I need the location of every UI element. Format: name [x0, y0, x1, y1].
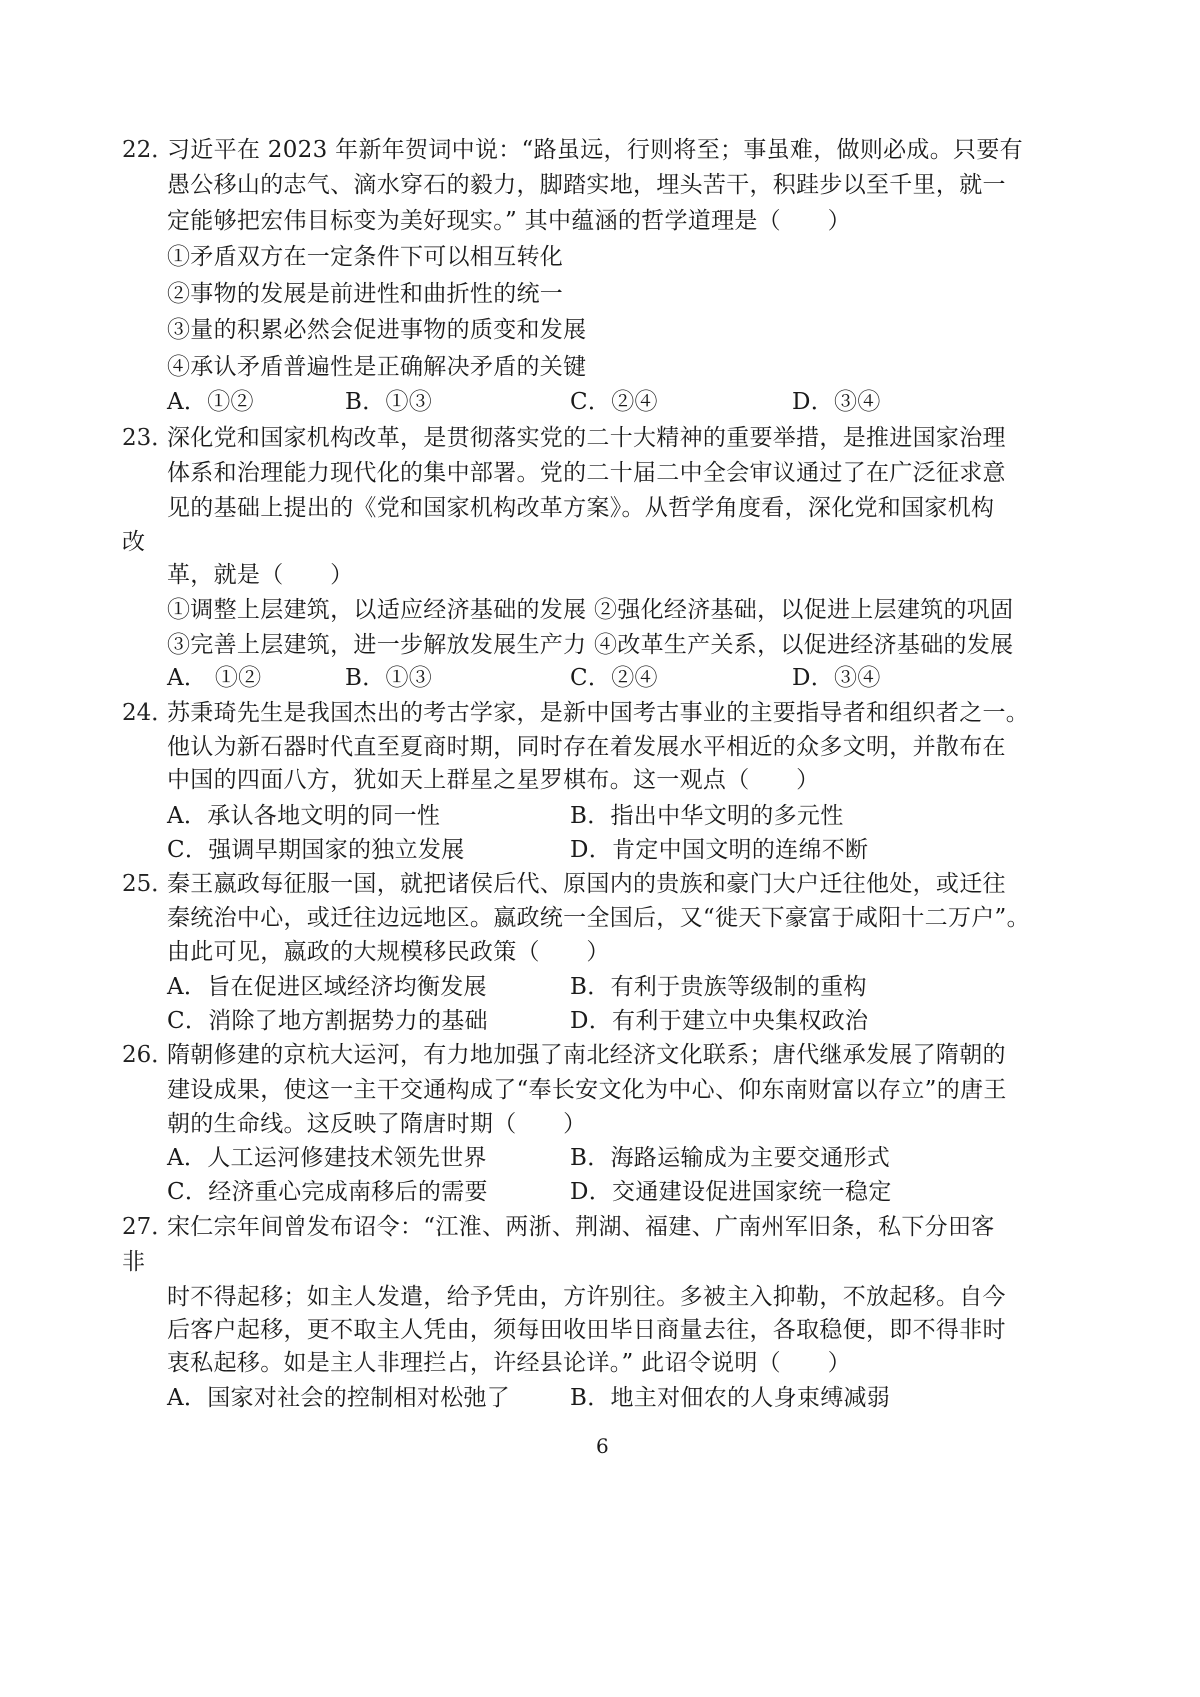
question-text: 后客户起移，更不取主人凭由，须每田收田毕日商量去往，各取稳便，即不得非时: [167, 1317, 1006, 1343]
question-number: 22．: [122, 137, 175, 163]
option-a[interactable]: A．承认各地文明的同一性: [167, 803, 441, 829]
option-a[interactable]: A．旨在促进区域经济均衡发展: [167, 974, 487, 1000]
question-number: 27．: [122, 1214, 175, 1240]
option-a[interactable]: A．国家对社会的控制相对松弛了: [167, 1385, 511, 1411]
question-number: 25．: [122, 871, 175, 897]
question-number: 26．: [122, 1042, 175, 1068]
question-text: 秦王嬴政每征服一国，就把诸侯后代、原国内的贵族和豪门大户迁往他处，或迁往: [167, 871, 1006, 897]
question-text: 由此可见，嬴政的大规模移民政策（ ）: [167, 939, 610, 965]
question-text: 愚公移山的志气、滴水穿石的毅力，脚踏实地，埋头苦干，积跬步以至千里，就一: [167, 172, 1006, 198]
option-c[interactable]: C．②④: [570, 389, 658, 415]
option-c[interactable]: C．消除了地方割据势力的基础: [167, 1008, 488, 1034]
statement: ①调整上层建筑，以适应经济基础的发展 ②强化经济基础，以促进上层建筑的巩固: [167, 597, 1014, 623]
option-b[interactable]: B．地主对佃农的人身束缚减弱: [570, 1385, 891, 1411]
option-c[interactable]: C．经济重心完成南移后的需要: [167, 1179, 488, 1205]
page-number: 6: [596, 1434, 609, 1458]
statement: ①矛盾双方在一定条件下可以相互转化: [167, 244, 564, 270]
question-text: 深化党和国家机构改革，是贯彻落实党的二十大精神的重要举措，是推进国家治理: [167, 425, 1006, 451]
question-text: 习近平在 2023 年新年贺词中说：“路虽远，行则将至；事虽难，做则必成。只要有: [167, 137, 1023, 163]
option-d[interactable]: D．交通建设促进国家统一稳定: [570, 1179, 892, 1205]
question-number: 24．: [122, 700, 175, 726]
question-text: 中国的四面八方，犹如天上群星之星罗棋布。这一观点（ ）: [167, 767, 820, 793]
option-c[interactable]: C．强调早期国家的独立发展: [167, 837, 465, 863]
question-text: 朝的生命线。这反映了隋唐时期（ ）: [167, 1111, 587, 1137]
statement: ③量的积累必然会促进事物的质变和发展: [167, 317, 587, 343]
question-text: 定能够把宏伟目标变为美好现实。” 其中蕴涵的哲学道理是（ ）: [167, 208, 851, 234]
option-d[interactable]: D．③④: [792, 389, 881, 415]
option-d[interactable]: D．肯定中国文明的连绵不断: [570, 837, 869, 863]
question-text: 见的基础上提出的《党和国家机构改革方案》。从哲学角度看，深化党和国家机构: [167, 495, 995, 521]
question-text: 苏秉琦先生是我国杰出的考古学家，是新中国考古事业的主要指导者和组织者之一。: [167, 700, 1030, 726]
option-a[interactable]: A．人工运河修建技术领先世界: [167, 1145, 487, 1171]
question-text: 非: [122, 1249, 146, 1275]
question-text: 建设成果，使这一主干交通构成了“奉长安文化为中心、仰东南财富以存立”的唐王: [167, 1077, 1007, 1103]
question-text: 秦统治中心，或迁往边远地区。嬴政统一全国后，又“徙天下豪富于咸阳十二万户”。: [167, 905, 1030, 931]
option-a[interactable]: A． ①②: [167, 665, 262, 691]
option-b[interactable]: B．①③: [345, 389, 433, 415]
statement: ②事物的发展是前进性和曲折性的统一: [167, 281, 564, 307]
option-c[interactable]: C．②④: [570, 665, 658, 691]
question-number: 23．: [122, 425, 175, 451]
question-text: 体系和治理能力现代化的集中部署。党的二十届二中全会审议通过了在广泛征求意: [167, 460, 1006, 486]
question-text: 隋朝修建的京杭大运河，有力地加强了南北经济文化联系；唐代继承发展了隋朝的: [167, 1042, 1006, 1068]
question-text: 宋仁宗年间曾发布诏令：“江淮、两浙、荆湖、福建、广南州军旧条，私下分田客: [167, 1214, 995, 1240]
statement: ④承认矛盾普遍性是正确解决矛盾的关键: [167, 354, 587, 380]
option-b[interactable]: B．指出中华文明的多元性: [570, 803, 844, 829]
question-text: 改: [122, 529, 146, 555]
statement: ③完善上层建筑，进一步解放发展生产力 ④改革生产关系，以促进经济基础的发展: [167, 632, 1014, 658]
question-text: 时不得起移；如主人发遣，给予凭由，方许别往。多被主入抑勒，不放起移。自今: [167, 1284, 1006, 1310]
option-a[interactable]: A．①②: [167, 389, 254, 415]
option-b[interactable]: B．有利于贵族等级制的重构: [570, 974, 867, 1000]
option-d[interactable]: D．有利于建立中央集权政治: [570, 1008, 869, 1034]
question-text: 革，就是（ ）: [167, 562, 354, 588]
question-text: 衷私起移。如是主人非理拦占，许经县论详。” 此诏令说明（ ）: [167, 1350, 851, 1376]
option-b[interactable]: B．①③: [345, 665, 433, 691]
option-d[interactable]: D．③④: [792, 665, 881, 691]
option-b[interactable]: B．海路运输成为主要交通形式: [570, 1145, 891, 1171]
question-text: 他认为新石器时代直至夏商时期，同时存在着发展水平相近的众多文明，并散布在: [167, 734, 1006, 760]
